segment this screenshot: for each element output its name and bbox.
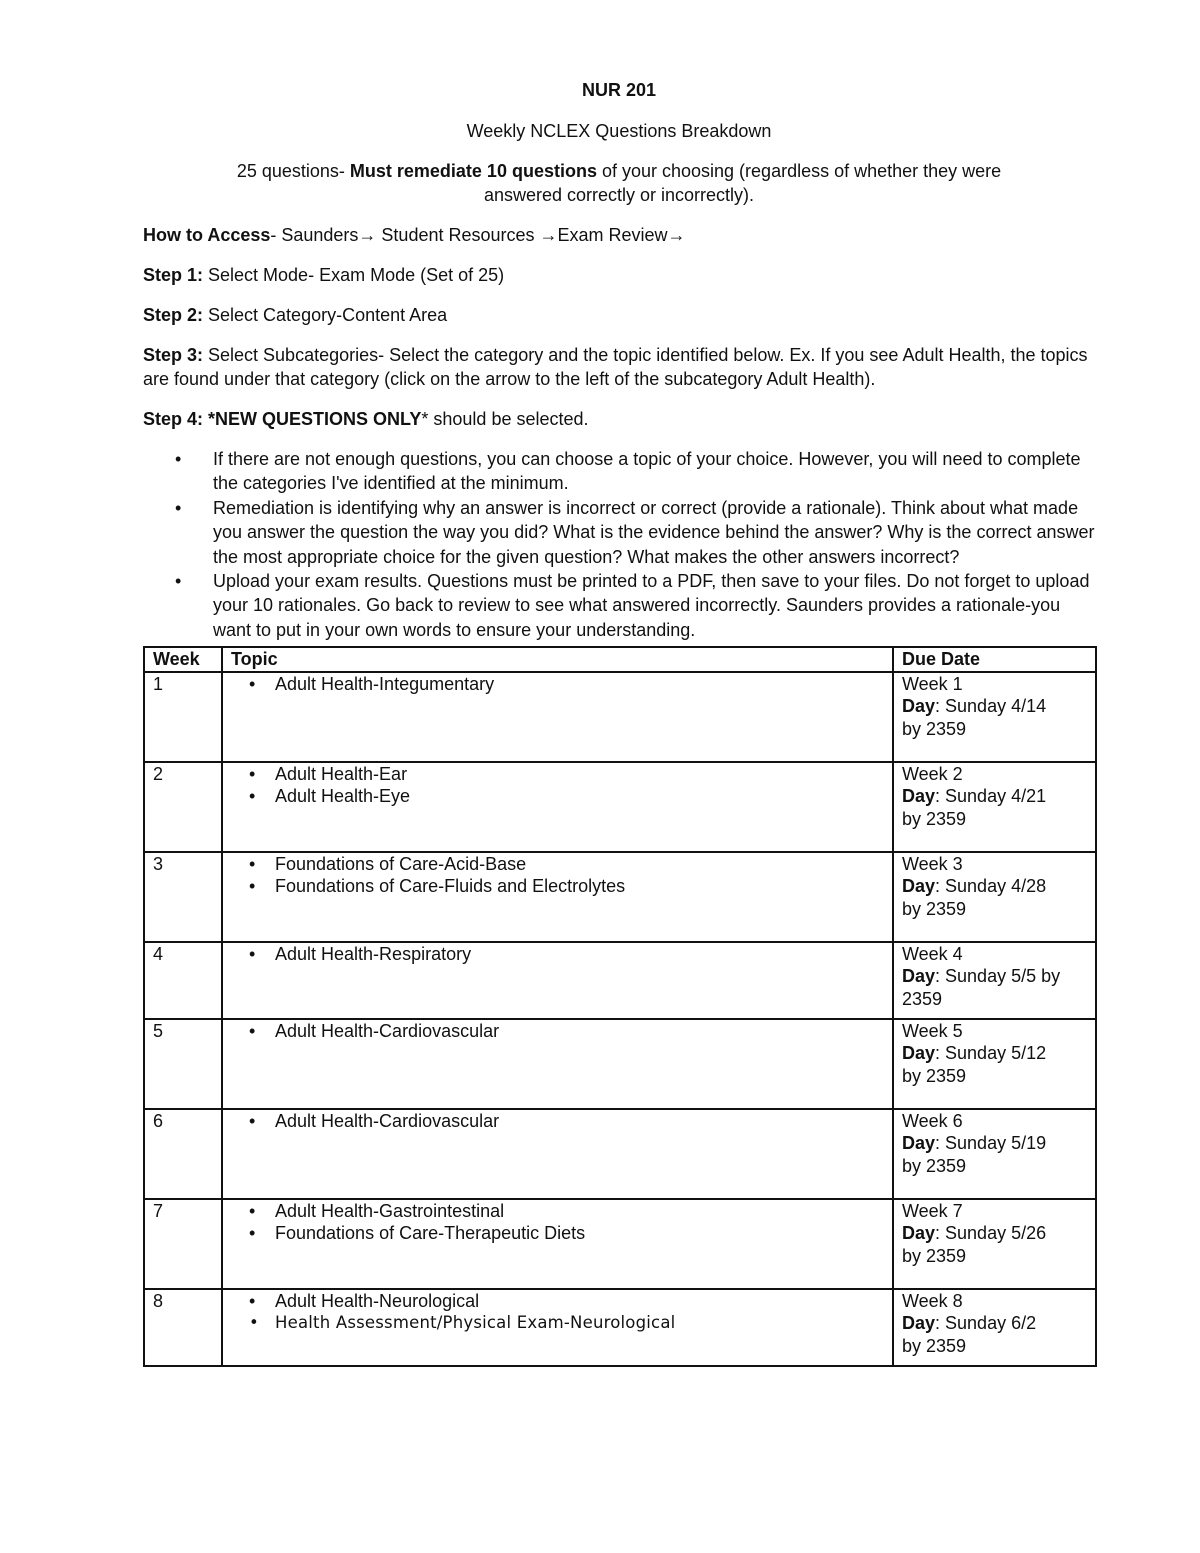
due-day-text: : Sunday 5/5 by: [935, 966, 1061, 987]
due-time: by 2359: [902, 899, 967, 920]
due-day: [902, 785, 1087, 808]
due-week: Week 3: [902, 853, 963, 874]
topic-cell: [222, 1109, 893, 1199]
document-page: [143, 78, 1095, 1367]
instructions-list: [143, 447, 1095, 642]
intro-lead: 25 questions-: [236, 161, 350, 181]
topic-item: • Adult Health-Eye: [275, 785, 884, 808]
topic-cell: [222, 672, 893, 762]
topic-item: • Adult Health-Neurological: [275, 1290, 884, 1313]
due-cell: [893, 1199, 1096, 1289]
due-time: by 2359: [902, 1156, 967, 1177]
due-day: [902, 1042, 1087, 1065]
week-cell: 8: [144, 1289, 222, 1366]
due-week: Week 5: [902, 1020, 963, 1041]
list-item: • If there are not enough questions, you can choose a topic of your choice. However, you will need to complete the categories I've identified at the minimum.: [213, 447, 1095, 496]
due-week: Week 8: [902, 1290, 963, 1311]
topic-cell: [222, 1289, 893, 1366]
due-week: Week 4: [902, 943, 963, 964]
table-header-row: [144, 647, 1096, 672]
intro-paragraph: [143, 159, 1095, 207]
due-week: Week 1: [902, 673, 963, 694]
topic-item: • Adult Health-Gastrointestinal: [275, 1200, 884, 1223]
due-time: by 2359: [902, 719, 967, 740]
header-week: Week: [144, 647, 222, 672]
day-label: Day: [902, 1043, 936, 1064]
table-row: [144, 942, 1096, 1019]
due-day-text: : Sunday 5/12: [935, 1043, 1047, 1064]
step-3: [143, 343, 1095, 391]
due-cell: [893, 1109, 1096, 1199]
week-cell: 3: [144, 852, 222, 942]
step-bold-text: *NEW QUESTIONS ONLY: [203, 409, 422, 429]
day-label: Day: [902, 1133, 936, 1154]
day-label: Day: [902, 1223, 936, 1244]
due-day-text: : Sunday 4/28: [935, 876, 1047, 897]
step-4: [143, 407, 1095, 431]
day-label: Day: [902, 786, 936, 807]
due-cell: [893, 942, 1096, 1019]
due-day: [902, 875, 1087, 898]
due-cell: [893, 852, 1096, 942]
step-1: [143, 263, 1095, 287]
week-cell: 2: [144, 762, 222, 852]
due-day: [902, 1222, 1087, 1245]
due-time: by 2359: [902, 809, 967, 830]
table-row: [144, 1019, 1096, 1109]
due-day-text: : Sunday 5/19: [935, 1133, 1047, 1154]
due-cell: [893, 762, 1096, 852]
day-label: Day: [902, 876, 936, 897]
topic-item: • Adult Health-Cardiovascular: [275, 1020, 884, 1043]
day-label: Day: [902, 696, 936, 717]
header-due-date: Due Date: [893, 647, 1096, 672]
step-label: Step 4:: [143, 409, 204, 429]
day-label: Day: [902, 966, 936, 987]
topic-cell: [222, 852, 893, 942]
step-label: Step 3:: [143, 345, 204, 365]
due-day: [902, 1312, 1087, 1335]
due-day: [902, 695, 1087, 718]
due-day-text: : Sunday 4/14: [935, 696, 1047, 717]
access-text: - Saunders→ Student Resources →Exam Review→: [270, 225, 686, 245]
due-cell: [893, 1019, 1096, 1109]
due-time: by 2359: [902, 1066, 967, 1087]
topic-cell: [222, 1199, 893, 1289]
step-2: [143, 303, 1095, 327]
topic-item: • Foundations of Care-Fluids and Electrolytes: [275, 875, 884, 898]
due-day: [902, 1132, 1087, 1155]
topic-item: • Foundations of Care-Therapeutic Diets: [275, 1222, 884, 1245]
topic-cell: [222, 1019, 893, 1109]
topic-item: • Adult Health-Cardiovascular: [275, 1110, 884, 1133]
list-item: • Remediation is identifying why an answer is incorrect or correct (provide a rationale). Think about what made you answer the question the way you did? What is the evidence behind the answer? Why is the correct answer the most appropriate choice for the given question? What makes the other answers incorrect?: [213, 496, 1095, 569]
week-cell: 7: [144, 1199, 222, 1289]
step-text: Select Mode- Exam Mode (Set of 25): [203, 265, 505, 285]
topic-item: • Foundations of Care-Acid-Base: [275, 853, 884, 876]
due-cell: [893, 672, 1096, 762]
due-time: by 2359: [902, 1336, 967, 1357]
due-week: Week 2: [902, 763, 963, 784]
table-row: [144, 1289, 1096, 1366]
access-line: [143, 223, 1095, 247]
due-week: Week 6: [902, 1110, 963, 1131]
due-day: [902, 965, 1087, 988]
due-week: Week 7: [902, 1200, 963, 1221]
step-label: Step 1:: [143, 265, 204, 285]
table-row: [144, 852, 1096, 942]
due-day-text: : Sunday 6/2: [935, 1313, 1037, 1334]
step-text: Select Category-Content Area: [203, 305, 448, 325]
due-day-text: : Sunday 4/21: [935, 786, 1047, 807]
topic-item: • Adult Health-Ear: [275, 763, 884, 786]
table-row: [144, 672, 1096, 762]
week-cell: 1: [144, 672, 222, 762]
topic-item: • Health Assessment/Physical Exam-Neurological: [275, 1312, 884, 1335]
list-item: • Upload your exam results. Questions must be printed to a PDF, then save to your files. Do not forget to upload your 10 rationales. Go back to review to see what answered incorrectly. Saunders provides a rationale-you want to put in your own words to ensure your understanding.: [213, 569, 1095, 642]
header-topic: Topic: [222, 647, 893, 672]
topic-cell: [222, 942, 893, 1019]
schedule-table: [143, 646, 1097, 1367]
step-text: Select Subcategories- Select the category and the topic identified below. Ex. If you see Adult Health, the topics are found under that category (click on the arrow to the left of the subcategory Adult Health).: [143, 345, 1088, 389]
day-label: Day: [902, 1313, 936, 1334]
step-text: * should be selected.: [421, 409, 589, 429]
table-row: [144, 762, 1096, 852]
page-subtitle: Weekly NCLEX Questions Breakdown: [466, 121, 772, 141]
week-cell: 6: [144, 1109, 222, 1199]
due-cell: [893, 1289, 1096, 1366]
due-time: 2359: [902, 989, 943, 1010]
week-cell: 5: [144, 1019, 222, 1109]
table-row: [144, 1199, 1096, 1289]
intro-bold: Must remediate 10 questions: [349, 161, 597, 181]
course-title: NUR 201: [581, 80, 657, 100]
access-label: How to Access: [143, 225, 271, 245]
week-cell: 4: [144, 942, 222, 1019]
due-time: by 2359: [902, 1246, 967, 1267]
table-row: [144, 1109, 1096, 1199]
step-label: Step 2:: [143, 305, 204, 325]
topic-item: • Adult Health-Integumentary: [275, 673, 884, 696]
topic-cell: [222, 762, 893, 852]
due-day-text: : Sunday 5/26: [935, 1223, 1047, 1244]
intro-rest: of your choosing (regardless of whether they were answered correctly or incorrectly).: [483, 161, 1002, 205]
topic-item: • Adult Health-Respiratory: [275, 943, 884, 966]
